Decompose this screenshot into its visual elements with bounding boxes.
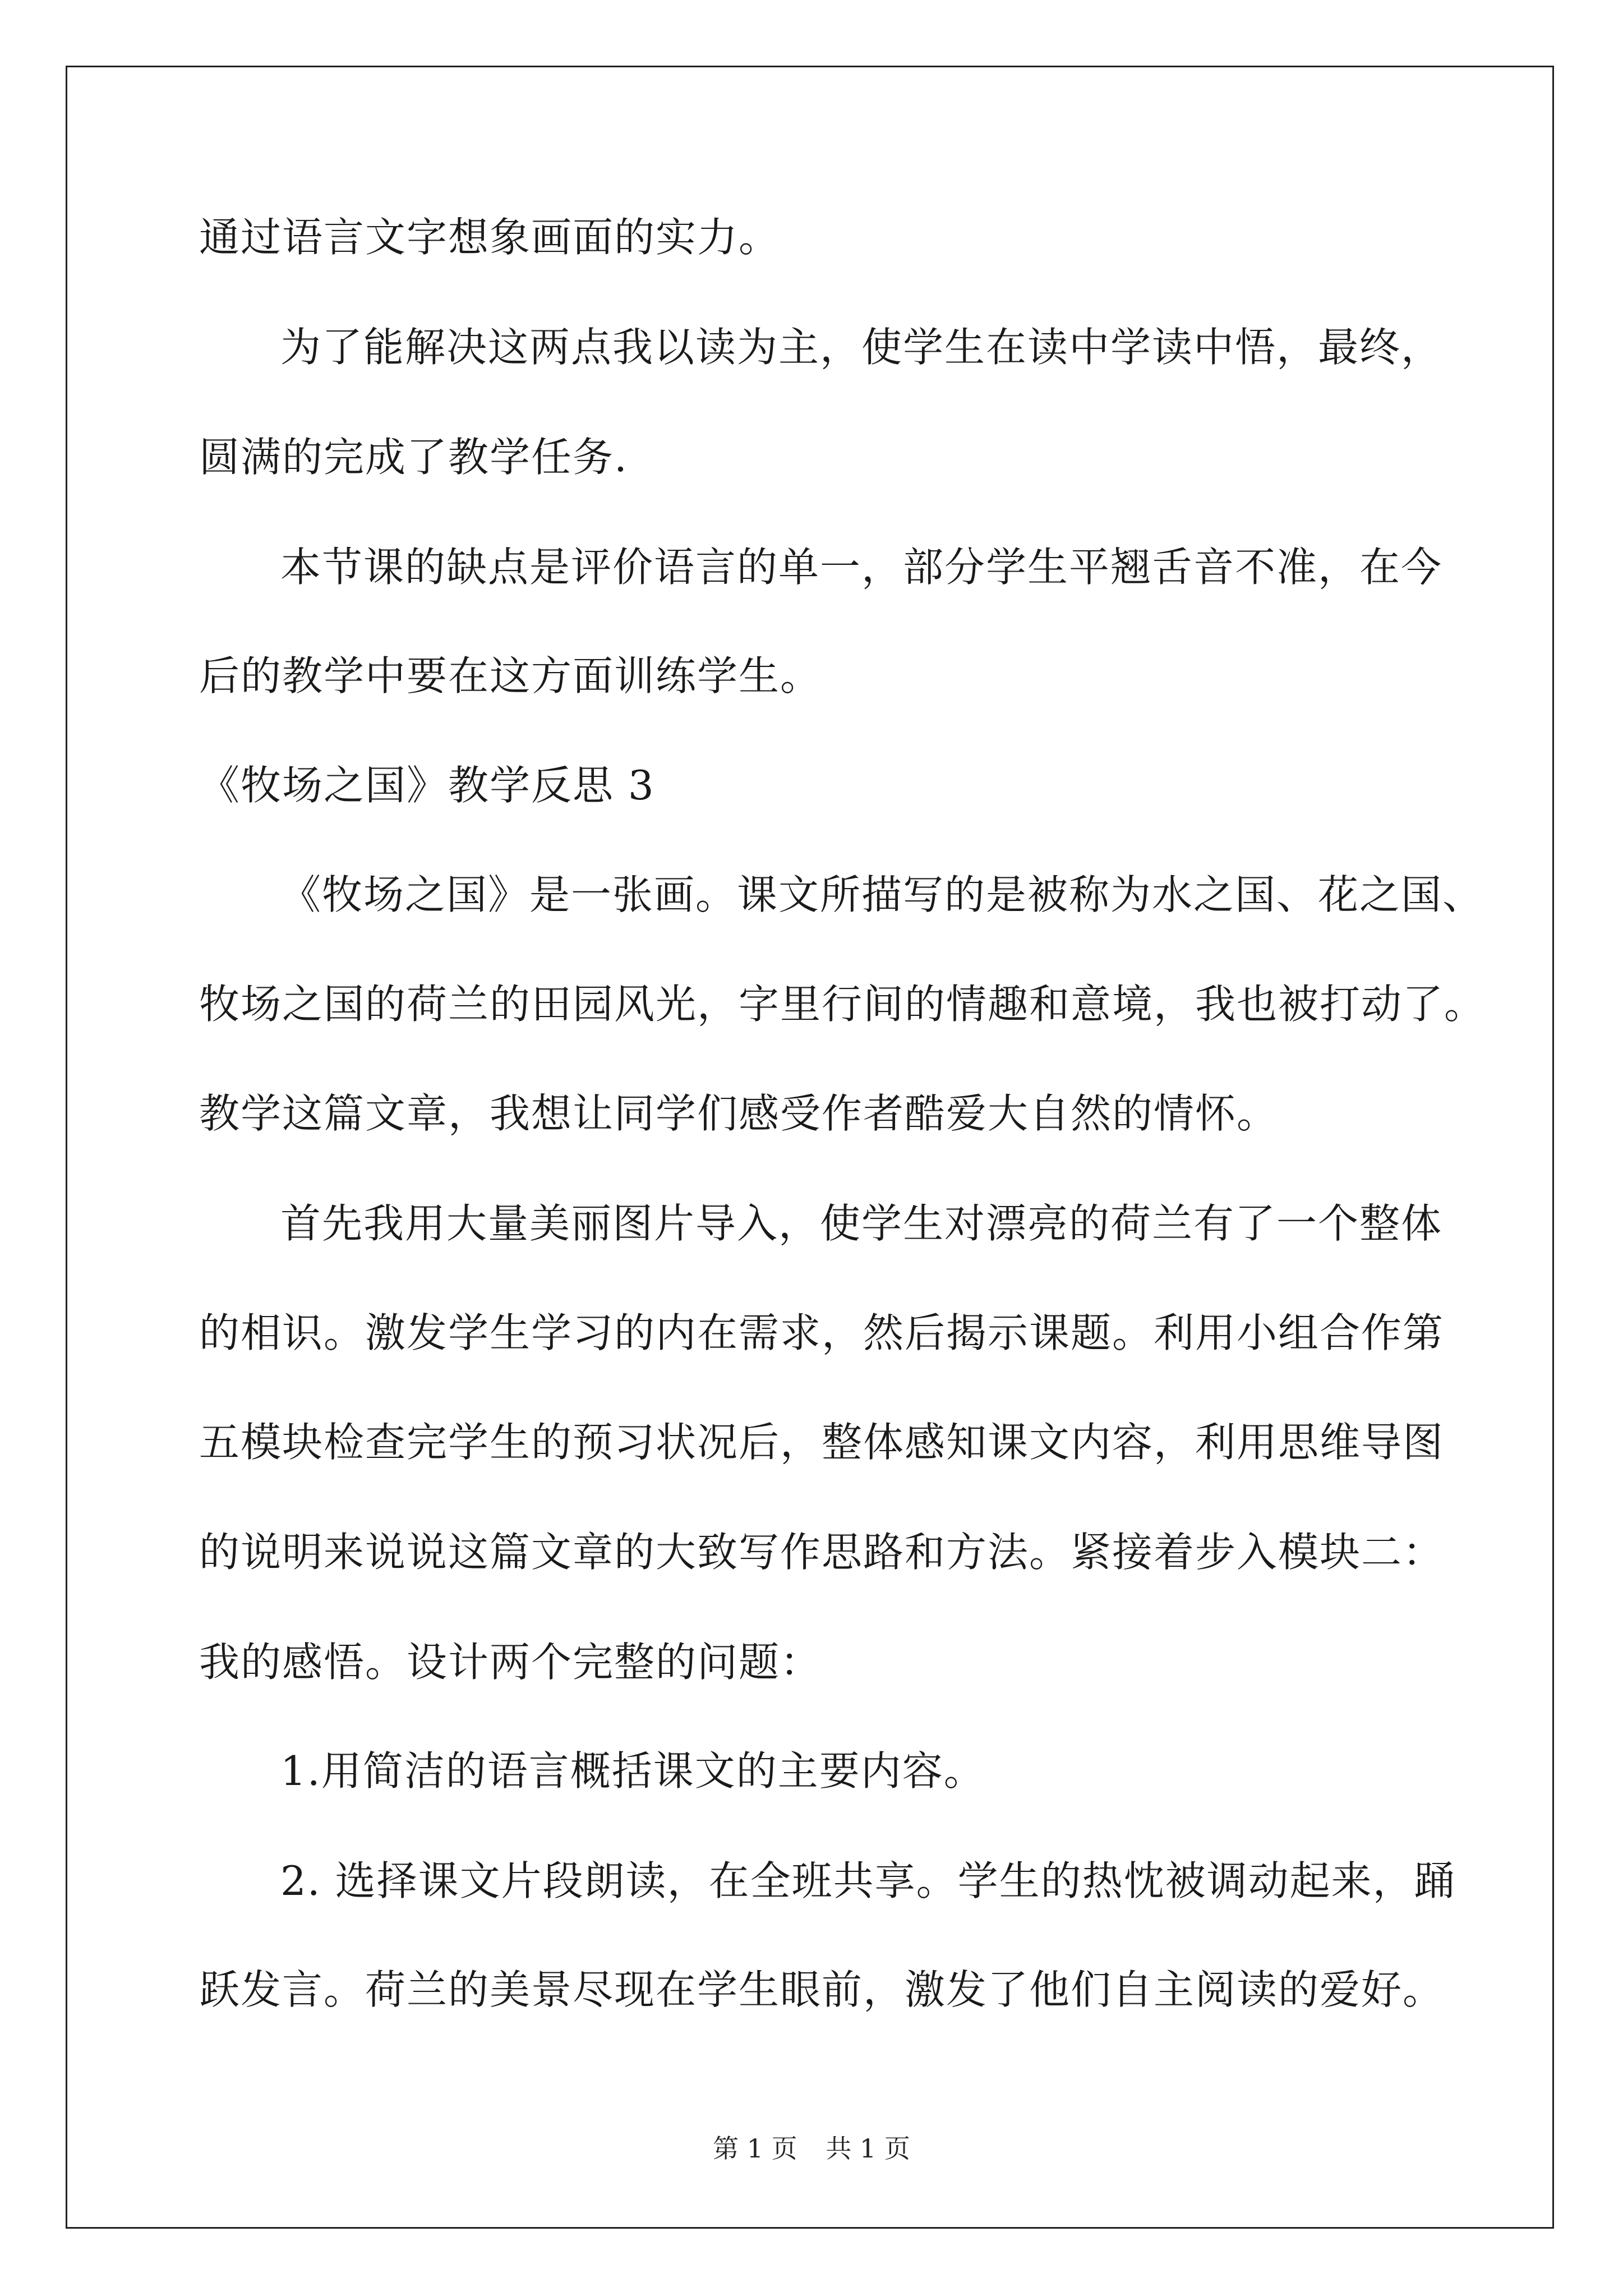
- text-line-9: 教学这篇文章，我想让同学们感受作者酷爱大自然的情怀。: [199, 1090, 1279, 1137]
- text-line-11: 的相识。激发学生学习的内在需求，然后揭示课题。利用小组合作第: [199, 1309, 1445, 1356]
- text-line-13: 的说明来说说这篇文章的大致写作思路和方法。紧接着步入模块二：: [199, 1529, 1445, 1576]
- text-line-8: 牧场之国的荷兰的田园风光，字里行间的情趣和意境，我也被打动了。: [199, 981, 1486, 1028]
- text-line-2: 为了能解决这两点我以读为主，使学生在读中学读中悟，最终，: [280, 324, 1443, 371]
- text-line-4: 本节课的缺点是评价语言的单一，部分学生平翘舌音不准，在今: [280, 544, 1443, 591]
- page-footer: [0, 2132, 1623, 2165]
- text-line-15: 1.用简洁的语言概括课文的主要内容。: [280, 1747, 985, 1795]
- text-line-12: 五模块检查完学生的预习状况后，整体感知课文内容，利用思维导图: [199, 1419, 1445, 1466]
- text-line-10: 首先我用大量美丽图片导入，使学生对漂亮的荷兰有了一个整体: [280, 1200, 1443, 1247]
- section-heading: 《牧场之国》教学反思 3: [199, 762, 655, 809]
- text-line-7: 《牧场之国》是一张画。课文所描写的是被称为水之国、花之国、: [280, 871, 1484, 918]
- text-line-5: 后的教学中要在这方面训练学生。: [199, 652, 822, 700]
- text-line-1: 通过语言文字想象画面的实力。: [199, 214, 781, 261]
- page-current: 第 1 页: [713, 2133, 797, 2164]
- text-line-14: 我的感悟。设计两个完整的问题：: [199, 1639, 822, 1686]
- text-line-3: 圆满的完成了教学任务.: [199, 434, 628, 481]
- page-total: 共 1 页: [826, 2133, 910, 2164]
- text-line-16: 2. 选择课文片段朗读，在全班共享。学生的热忱被调动起来，踊: [280, 1857, 1456, 1904]
- text-line-17: 跃发言。荷兰的美景尽现在学生眼前，激发了他们自主阅读的爱好。: [199, 1966, 1445, 2013]
